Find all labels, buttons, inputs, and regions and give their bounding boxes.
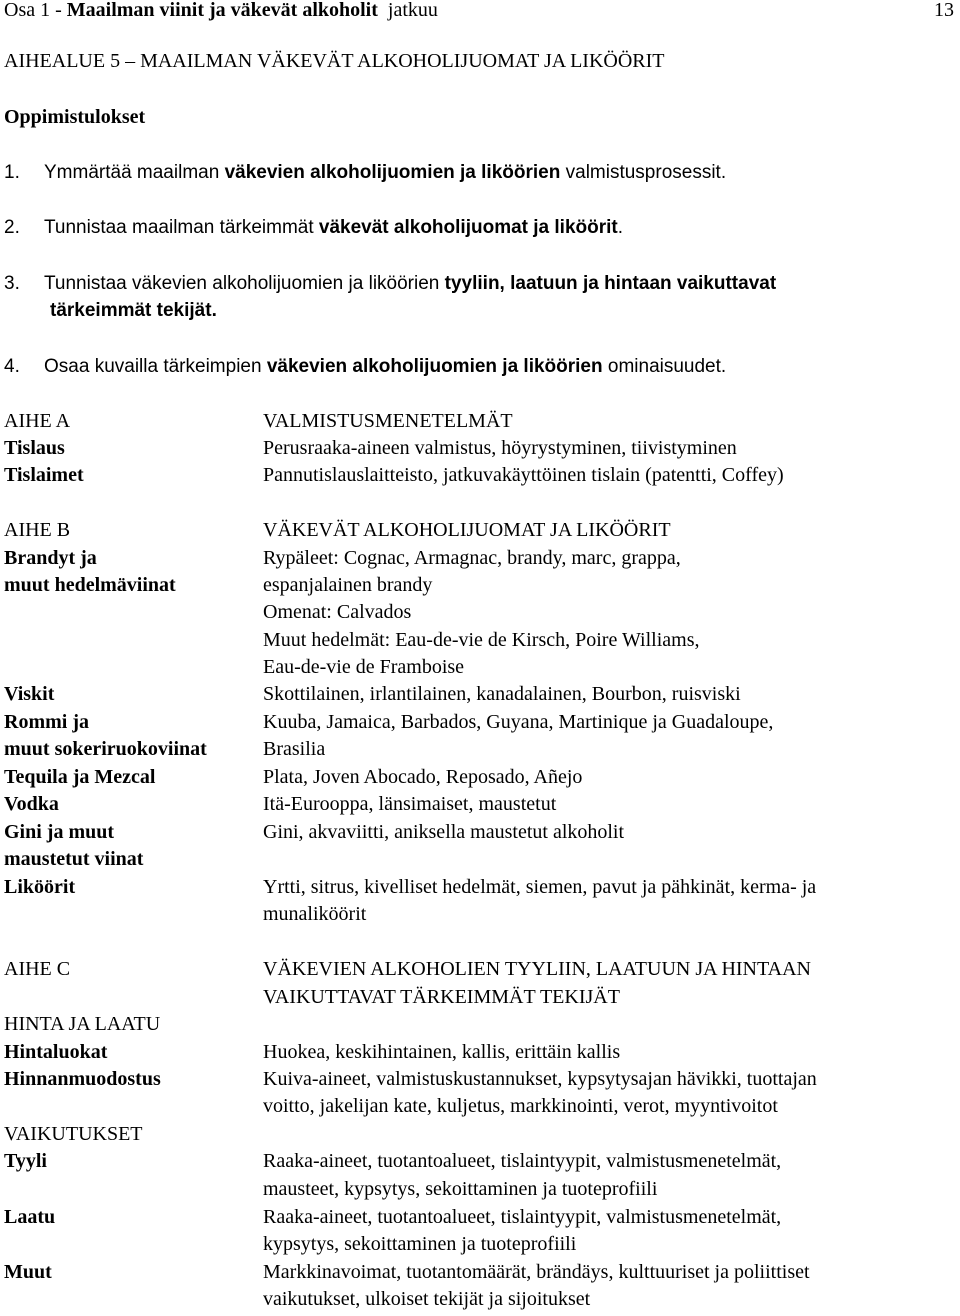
objective-number: 2. xyxy=(4,217,20,238)
objective-text-end: . xyxy=(617,217,624,238)
row-description: mausteet, kypsytys, sekoittaminen ja tuoteprofiili xyxy=(263,1178,658,1200)
row-description: Yrtti, sitrus, kivelliset hedelmät, siemen, pavut ja pähkinät, kerma- ja xyxy=(263,876,817,898)
row-description: Pannutislauslaitteisto, jatkuvakäyttöinen tislain (patentti, Coffey) xyxy=(263,464,784,486)
objective-highlight: väkevien alkoholijuomien ja liköörien xyxy=(224,162,561,183)
row-label: Tislaus xyxy=(4,437,65,459)
row-label: Muut xyxy=(4,1261,52,1283)
row-description: Huokea, keskihintainen, kallis, erittäin kallis xyxy=(263,1041,621,1063)
objective-continuation: tärkeimmät tekijät. xyxy=(50,300,217,321)
objective-number: 4. xyxy=(4,356,20,377)
objective-text-end: ominaisuudet. xyxy=(602,356,727,377)
page-number: 13 xyxy=(934,0,954,21)
objective-number: 3. xyxy=(4,273,20,294)
row-label: AIHE B xyxy=(4,519,71,541)
row-heading: VÄKEVÄT ALKOHOLIJUOMAT JA LIKÖÖRIT xyxy=(263,519,671,541)
row-label: Tislaimet xyxy=(4,464,84,486)
row-description: Plata, Joven Abocado, Reposado, Añejo xyxy=(263,766,583,788)
row-heading: VAIKUTTAVAT TÄRKEIMMÄT TEKIJÄT xyxy=(263,986,620,1008)
row-description: Eau-de-vie de Framboise xyxy=(263,656,465,678)
objective-text: Ymmärtää maailman xyxy=(44,162,225,183)
row-description: Gini, akvaviitti, aniksella maustetut alkoholit xyxy=(263,821,625,843)
row-label: muut hedelmäviinat xyxy=(4,574,176,596)
row-label: Brandyt ja xyxy=(4,547,97,569)
row-description: Itä-Eurooppa, länsimaiset, maustetut xyxy=(263,793,557,815)
section-title: AIHEALUE 5 – MAAILMAN VÄKEVÄT ALKOHOLIJUOMAT JA LIKÖÖRIT xyxy=(4,50,665,72)
row-heading: VALMISTUSMENETELMÄT xyxy=(263,410,513,432)
row-label: AIHE C xyxy=(4,958,71,980)
row-description: Kuiva-aineet, valmistuskustannukset, kypsytysajan hävikki, tuottajan xyxy=(263,1068,817,1090)
row-label: Rommi ja xyxy=(4,711,89,733)
row-label: Gini ja muut xyxy=(4,821,115,843)
row-description: Raaka-aineet, tuotantoalueet, tislaintyypit, valmistusmenetelmät, xyxy=(263,1150,782,1172)
row-description: Brasilia xyxy=(263,738,326,760)
row-label: Hintaluokat xyxy=(4,1041,108,1063)
row-description: munaliköörit xyxy=(263,903,367,925)
objective-text-end: valmistusprosessit. xyxy=(560,162,727,183)
row-label: muut sokeriruokoviinat xyxy=(4,738,207,760)
row-label: Tequila ja Mezcal xyxy=(4,766,156,788)
row-heading: VÄKEVIEN ALKOHOLIEN TYYLIIN, LAATUUN JA HINTAAN xyxy=(263,958,811,980)
objective-text: Tunnistaa väkevien alkoholijuomien ja liköörien xyxy=(44,273,445,294)
header-part-title: Maailman viinit ja väkevät alkoholit xyxy=(66,0,378,21)
row-label: Hinnanmuodostus xyxy=(4,1068,161,1090)
row-label: Vodka xyxy=(4,793,59,815)
objective-2 xyxy=(4,214,934,241)
row-label: HINTA JA LAATU xyxy=(4,1013,161,1035)
objective-4 xyxy=(4,353,934,380)
row-description: Skottilainen, irlantilainen, kanadalainen, Bourbon, ruisviski xyxy=(263,683,741,705)
objective-text: Osaa kuvailla tärkeimpien xyxy=(44,356,267,377)
row-description: voitto, jakelijan kate, kuljetus, markkinointi, verot, myyntivoitot xyxy=(263,1095,778,1117)
row-description: Markkinavoimat, tuotantomäärät, brändäys, kulttuuriset ja poliittiset xyxy=(263,1261,810,1283)
row-label: Laatu xyxy=(4,1206,56,1228)
row-description: espanjalainen brandy xyxy=(263,574,433,596)
row-description: Raaka-aineet, tuotantoalueet, tislaintyypit, valmistusmenetelmät, xyxy=(263,1206,782,1228)
row-label: Liköörit xyxy=(4,876,76,898)
objective-highlight: väkevien alkoholijuomien ja liköörien xyxy=(266,356,603,377)
row-label: Viskit xyxy=(4,683,55,705)
objective-highlight: tyyliin, laatuun ja hintaan vaikuttavat xyxy=(444,273,777,294)
row-label: maustetut viinat xyxy=(4,848,144,870)
row-description: Muut hedelmät: Eau-de-vie de Kirsch, Poire Williams, xyxy=(263,629,700,651)
row-description: Perusraaka-aineen valmistus, höyrystyminen, tiivistyminen xyxy=(263,437,737,459)
objective-text: Tunnistaa maailman tärkeimmät xyxy=(44,217,319,238)
objective-3 xyxy=(4,270,934,324)
page-header xyxy=(4,0,956,24)
objective-number: 1. xyxy=(4,162,20,183)
row-description: Kuuba, Jamaica, Barbados, Guyana, Martinique ja Guadaloupe, xyxy=(263,711,774,733)
row-description: kypsytys, sekoittaminen ja tuoteprofiili xyxy=(263,1233,577,1255)
objective-highlight: väkevät alkoholijuomat ja liköörit xyxy=(318,217,618,238)
row-label: Tyyli xyxy=(4,1150,47,1172)
row-label: VAIKUTUKSET xyxy=(4,1123,143,1145)
row-label: AIHE A xyxy=(4,410,71,432)
section-subtitle: Oppimistulokset xyxy=(4,106,146,128)
row-description: vaikutukset, ulkoiset tekijät ja sijoitukset xyxy=(263,1288,591,1310)
objective-1 xyxy=(4,159,934,186)
header-suffix: jatkuu xyxy=(377,0,438,21)
row-description: Omenat: Calvados xyxy=(263,601,412,623)
header-prefix: Osa 1 - xyxy=(4,0,67,21)
row-description: Rypäleet: Cognac, Armagnac, brandy, marc, grappa, xyxy=(263,547,681,569)
